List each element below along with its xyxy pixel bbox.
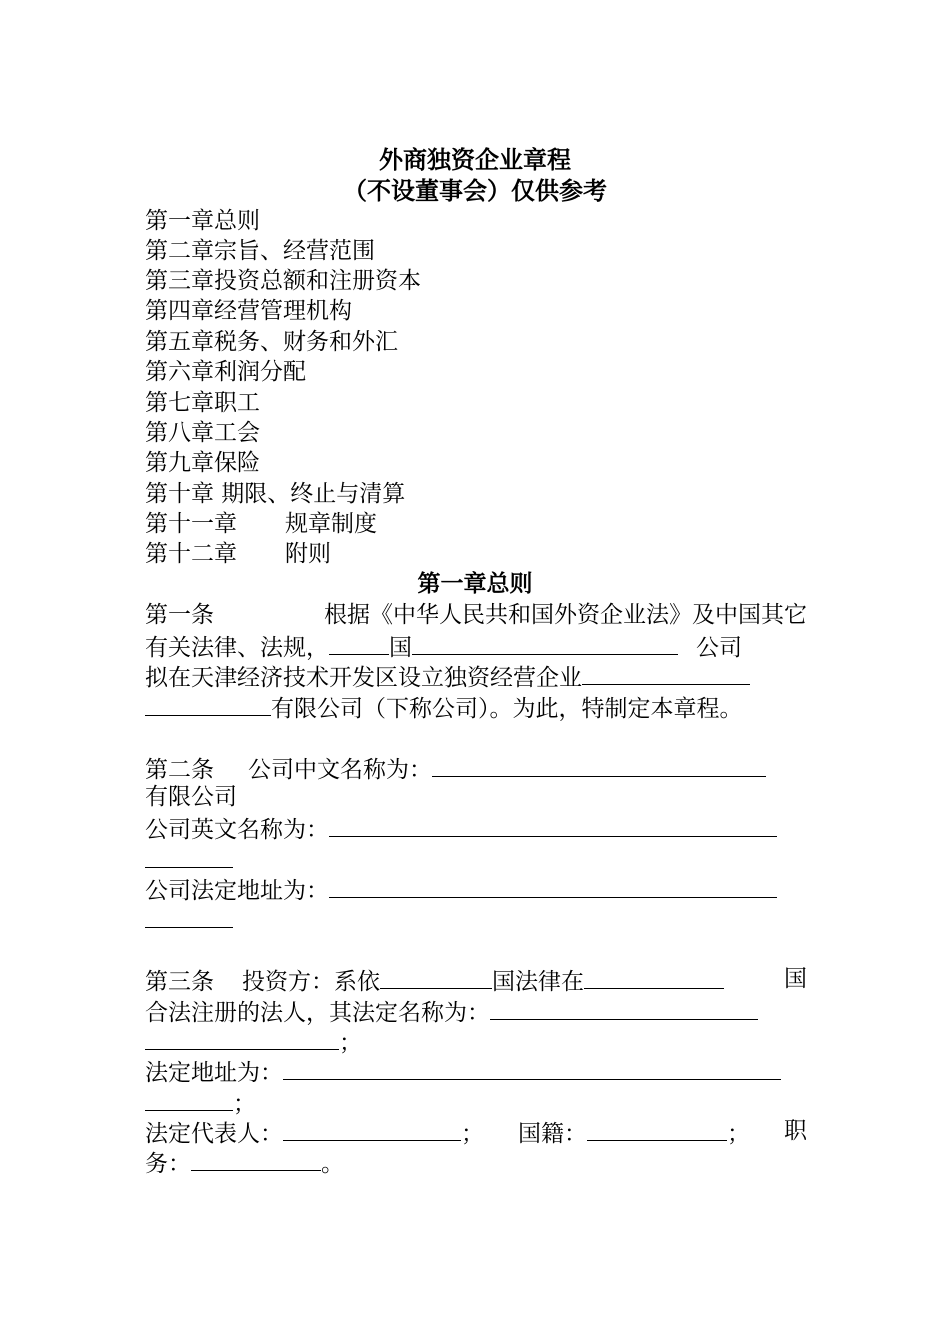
- article-3-line-6: [145, 1116, 807, 1149]
- article-text: 法定地址为：: [145, 1060, 283, 1086]
- punctuation: ；: [339, 1030, 362, 1056]
- article-label: 第一条: [145, 602, 214, 628]
- article-text: 公司英文名称为：: [145, 817, 329, 843]
- toc-item: 第七章职工: [145, 390, 260, 416]
- article-text: 国: [389, 635, 412, 661]
- article-2-line-4: [145, 843, 807, 876]
- article-text: 公司: [696, 635, 742, 661]
- article-2-line-3: [145, 812, 807, 845]
- english-name-blank-cont: [145, 843, 233, 868]
- punctuation: ；: [727, 1121, 750, 1147]
- article-label: 第二条: [145, 757, 214, 783]
- toc-chapter-name: 规章制度: [285, 511, 377, 537]
- toc-item: 第二章宗旨、经营范围: [145, 238, 375, 264]
- position-blank: [191, 1146, 321, 1171]
- registration-country-blank: [584, 964, 724, 989]
- article-2-line-1: [145, 752, 807, 785]
- article-text: 合法注册的法人，其法定名称为：: [145, 1000, 490, 1026]
- toc-item: [145, 509, 807, 539]
- article-3-line-7: [145, 1146, 807, 1179]
- article-text: 有关法律、法规，: [145, 635, 329, 661]
- article-3-line-5: [145, 1086, 807, 1119]
- article-text: 职: [784, 1118, 807, 1144]
- toc-chapter-number: 第十二章: [145, 541, 237, 567]
- article-text: 国: [784, 966, 807, 992]
- investor-address-blank-cont: [145, 1086, 233, 1111]
- article-text: 投资方：系依: [242, 969, 380, 995]
- toc-item: 第一章总则: [145, 208, 260, 234]
- article-text: 务：: [145, 1151, 191, 1177]
- english-name-blank: [329, 812, 777, 837]
- article-text: 根据《中华人民共和国外资企业法》及中国其它: [324, 602, 807, 628]
- article-2-line-6: [145, 903, 807, 936]
- article-3-line-2: [145, 995, 807, 1028]
- article-text: 国籍：: [518, 1121, 587, 1147]
- toc-item: 第九章保险: [145, 450, 260, 476]
- investor-address-blank: [283, 1055, 781, 1080]
- representative-blank: [283, 1116, 461, 1141]
- chapter-heading: 第一章总则: [417, 570, 533, 597]
- address-blank-cont: [145, 903, 233, 928]
- article-2-line-2: 有限公司: [145, 784, 237, 810]
- article-text: 公司中文名称为：: [248, 757, 432, 783]
- toc-item: [145, 539, 807, 569]
- article-1-line-3: [145, 660, 807, 693]
- article-1-line-2: [145, 630, 807, 663]
- toc-item: 第六章利润分配: [145, 359, 306, 385]
- enterprise-name-blank: [582, 660, 750, 685]
- country-blank: [329, 630, 389, 655]
- article-1-line-1: [145, 600, 807, 630]
- article-text: 公司法定地址为：: [145, 878, 329, 904]
- chinese-name-blank: [432, 752, 766, 777]
- article-text: 国法律在: [492, 969, 584, 995]
- punctuation: ；: [461, 1121, 484, 1147]
- address-blank: [329, 873, 777, 898]
- toc-item: 第五章税务、财务和外汇: [145, 329, 398, 355]
- document-title: 外商独资企业章程: [379, 145, 571, 174]
- legal-name-blank-cont: [145, 1025, 339, 1050]
- article-2-line-5: [145, 873, 807, 906]
- article-text: 拟在天津经济技术开发区设立独资经营企业: [145, 665, 582, 691]
- nationality-blank: [587, 1116, 727, 1141]
- article-3-line-1: [145, 964, 807, 997]
- document-subtitle: （不设董事会）仅供参考: [343, 176, 607, 205]
- article-text: 法定代表人：: [145, 1121, 283, 1147]
- article-3-line-4: [145, 1055, 807, 1088]
- enterprise-name-blank-cont: [145, 691, 271, 716]
- toc-item: 第四章经营管理机构: [145, 298, 352, 324]
- article-text: 有限公司（下称公司）。为此，特制定本章程。: [271, 696, 743, 722]
- legal-name-blank: [490, 995, 758, 1020]
- toc-item: 第十章 期限、终止与清算: [145, 481, 406, 507]
- toc-item: 第三章投资总额和注册资本: [145, 268, 421, 294]
- punctuation: ；: [233, 1091, 256, 1117]
- toc-chapter-name: 附则: [285, 541, 331, 567]
- punctuation: 。: [321, 1151, 344, 1177]
- investor-country-blank: [380, 964, 492, 989]
- company-blank: [412, 630, 678, 655]
- article-1-line-4: [145, 691, 807, 724]
- article-label: 第三条: [145, 969, 214, 995]
- toc-chapter-number: 第十一章: [145, 511, 237, 537]
- toc-item: 第八章工会: [145, 420, 260, 446]
- article-3-line-3: [145, 1025, 807, 1058]
